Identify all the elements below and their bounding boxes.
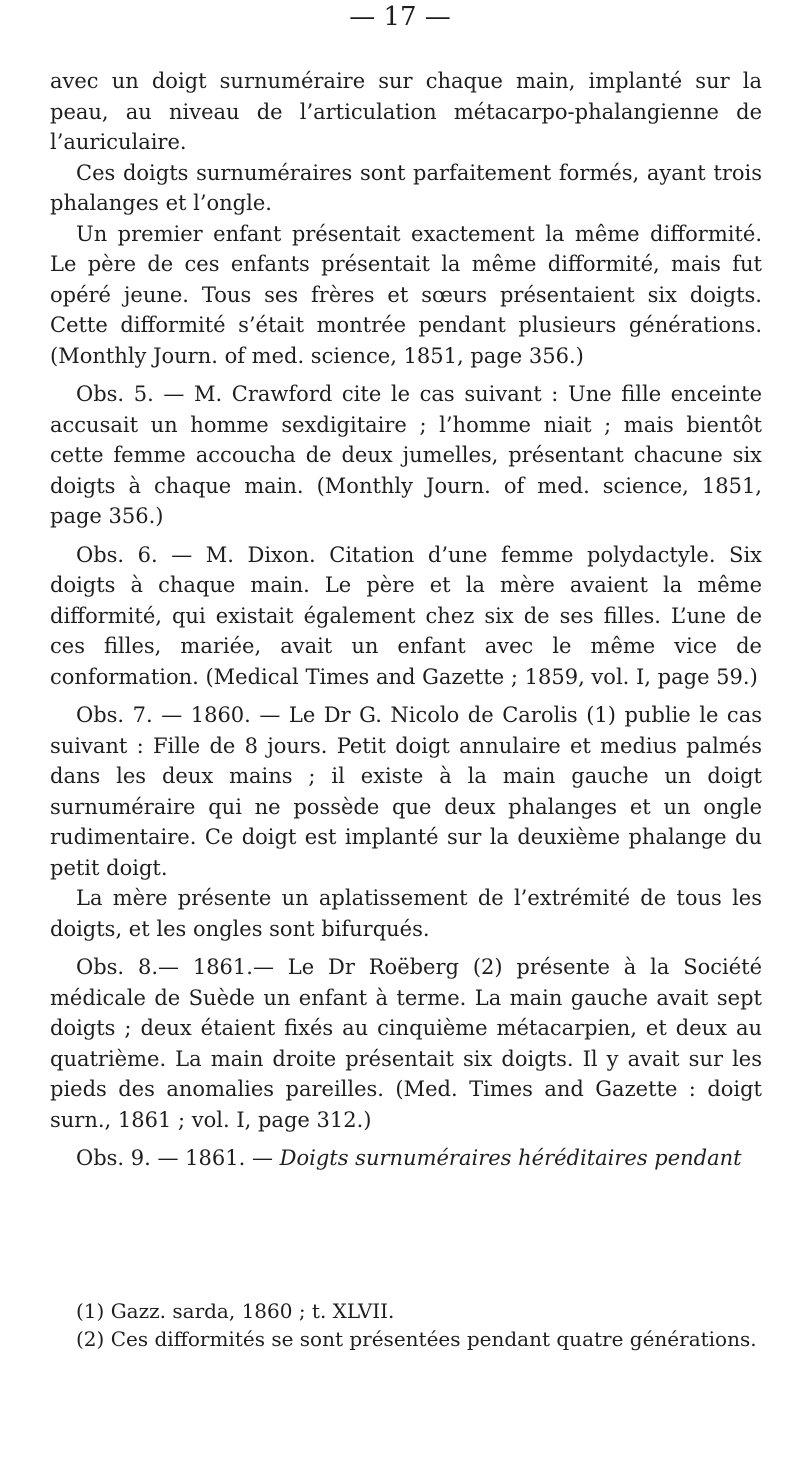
footnotes	[50, 1297, 762, 1353]
paragraph-obs-5: Obs. 5. — M. Crawford cite le cas suivant : Une fille enceinte accusait un homme sexdigitaire ; l’homme niait ; mais bientôt cette femme accoucha de deux jumelles, présentant chacune six doigts à chaque main. (Monthly Journ. of med. science, 1851, page 356.)	[50, 382, 762, 528]
paragraph-obs-7: Obs. 7. — 1860. — Le Dr G. Nicolo de Carolis (1) publie le cas suivant : Fille de 8 jours. Petit doigt annulaire et medius palmés dans les deux mains ; il existe à la main gauche un doigt surnuméraire qui ne possède que deux phalanges et un ongle rudimentaire. Ce doigt est implanté sur la deuxième phalange du petit doigt.	[50, 703, 762, 880]
paragraph-obs-8: Obs. 8.— 1861.— Le Dr Roëberg (2) présente à la Société médicale de Suède un enfant à terme. La main gauche avait sept doigts ; deux étaient fixés au cinquième métacarpien, et deux au quatrième. La main droite présentait six doigts. Il y avait sur les pieds des anomalies pareilles. (Med. Times and Gazette : doigt surn., 1861 ; vol. I, page 312.)	[50, 955, 762, 1132]
paragraph-doigts-formes: Ces doigts surnuméraires sont parfaitement formés, ayant trois phalanges et l’ongle.	[50, 160, 762, 215]
footnote-2: (2) Ces difformités se sont présentées pendant quatre générations.	[76, 1327, 757, 1351]
obs-9-title: Doigts surnuméraires héréditaires pendant	[279, 1146, 742, 1170]
obs-9-lead: Obs. 9. — 1861. —	[76, 1146, 280, 1170]
paragraph-continuation: avec un doigt surnuméraire sur chaque main, implanté sur la peau, au niveau de l’articulation métacarpo-phalangienne de l’auriculaire.	[50, 69, 762, 154]
paragraph-mere: La mère présente un aplatissement de l’extrémité de tous les doigts, et les ongles sont bifurqués.	[50, 886, 762, 941]
paragraph-premier-enfant: Un premier enfant présentait exactement la même difformité. Le père de ces enfants présentait la même difformité, mais fut opéré jeune. Tous ses frères et sœurs présentaient six doigts. Cette difformité s’était montrée pendant plusieurs générations. (Monthly Journ. of med. science, 1851, page 356.)	[50, 221, 762, 368]
page-number: — 17 —	[349, 2, 451, 32]
paragraph-obs-9	[50, 1143, 762, 1174]
footnote-1: (1) Gazz. sarda, 1860 ; t. XLVII.	[76, 1299, 395, 1323]
main-text	[50, 66, 762, 1174]
paragraph-obs-6: Obs. 6. — M. Dixon. Citation d’une femme polydactyle. Six doigts à chaque main. Le père et la mère avaient la même difformité, qui existait également chez six de ses filles. L’une de ces filles, mariée, avait un enfant avec le même vice de conformation. (Medical Times and Gazette ; 1859, vol. I, page 59.)	[50, 542, 762, 689]
